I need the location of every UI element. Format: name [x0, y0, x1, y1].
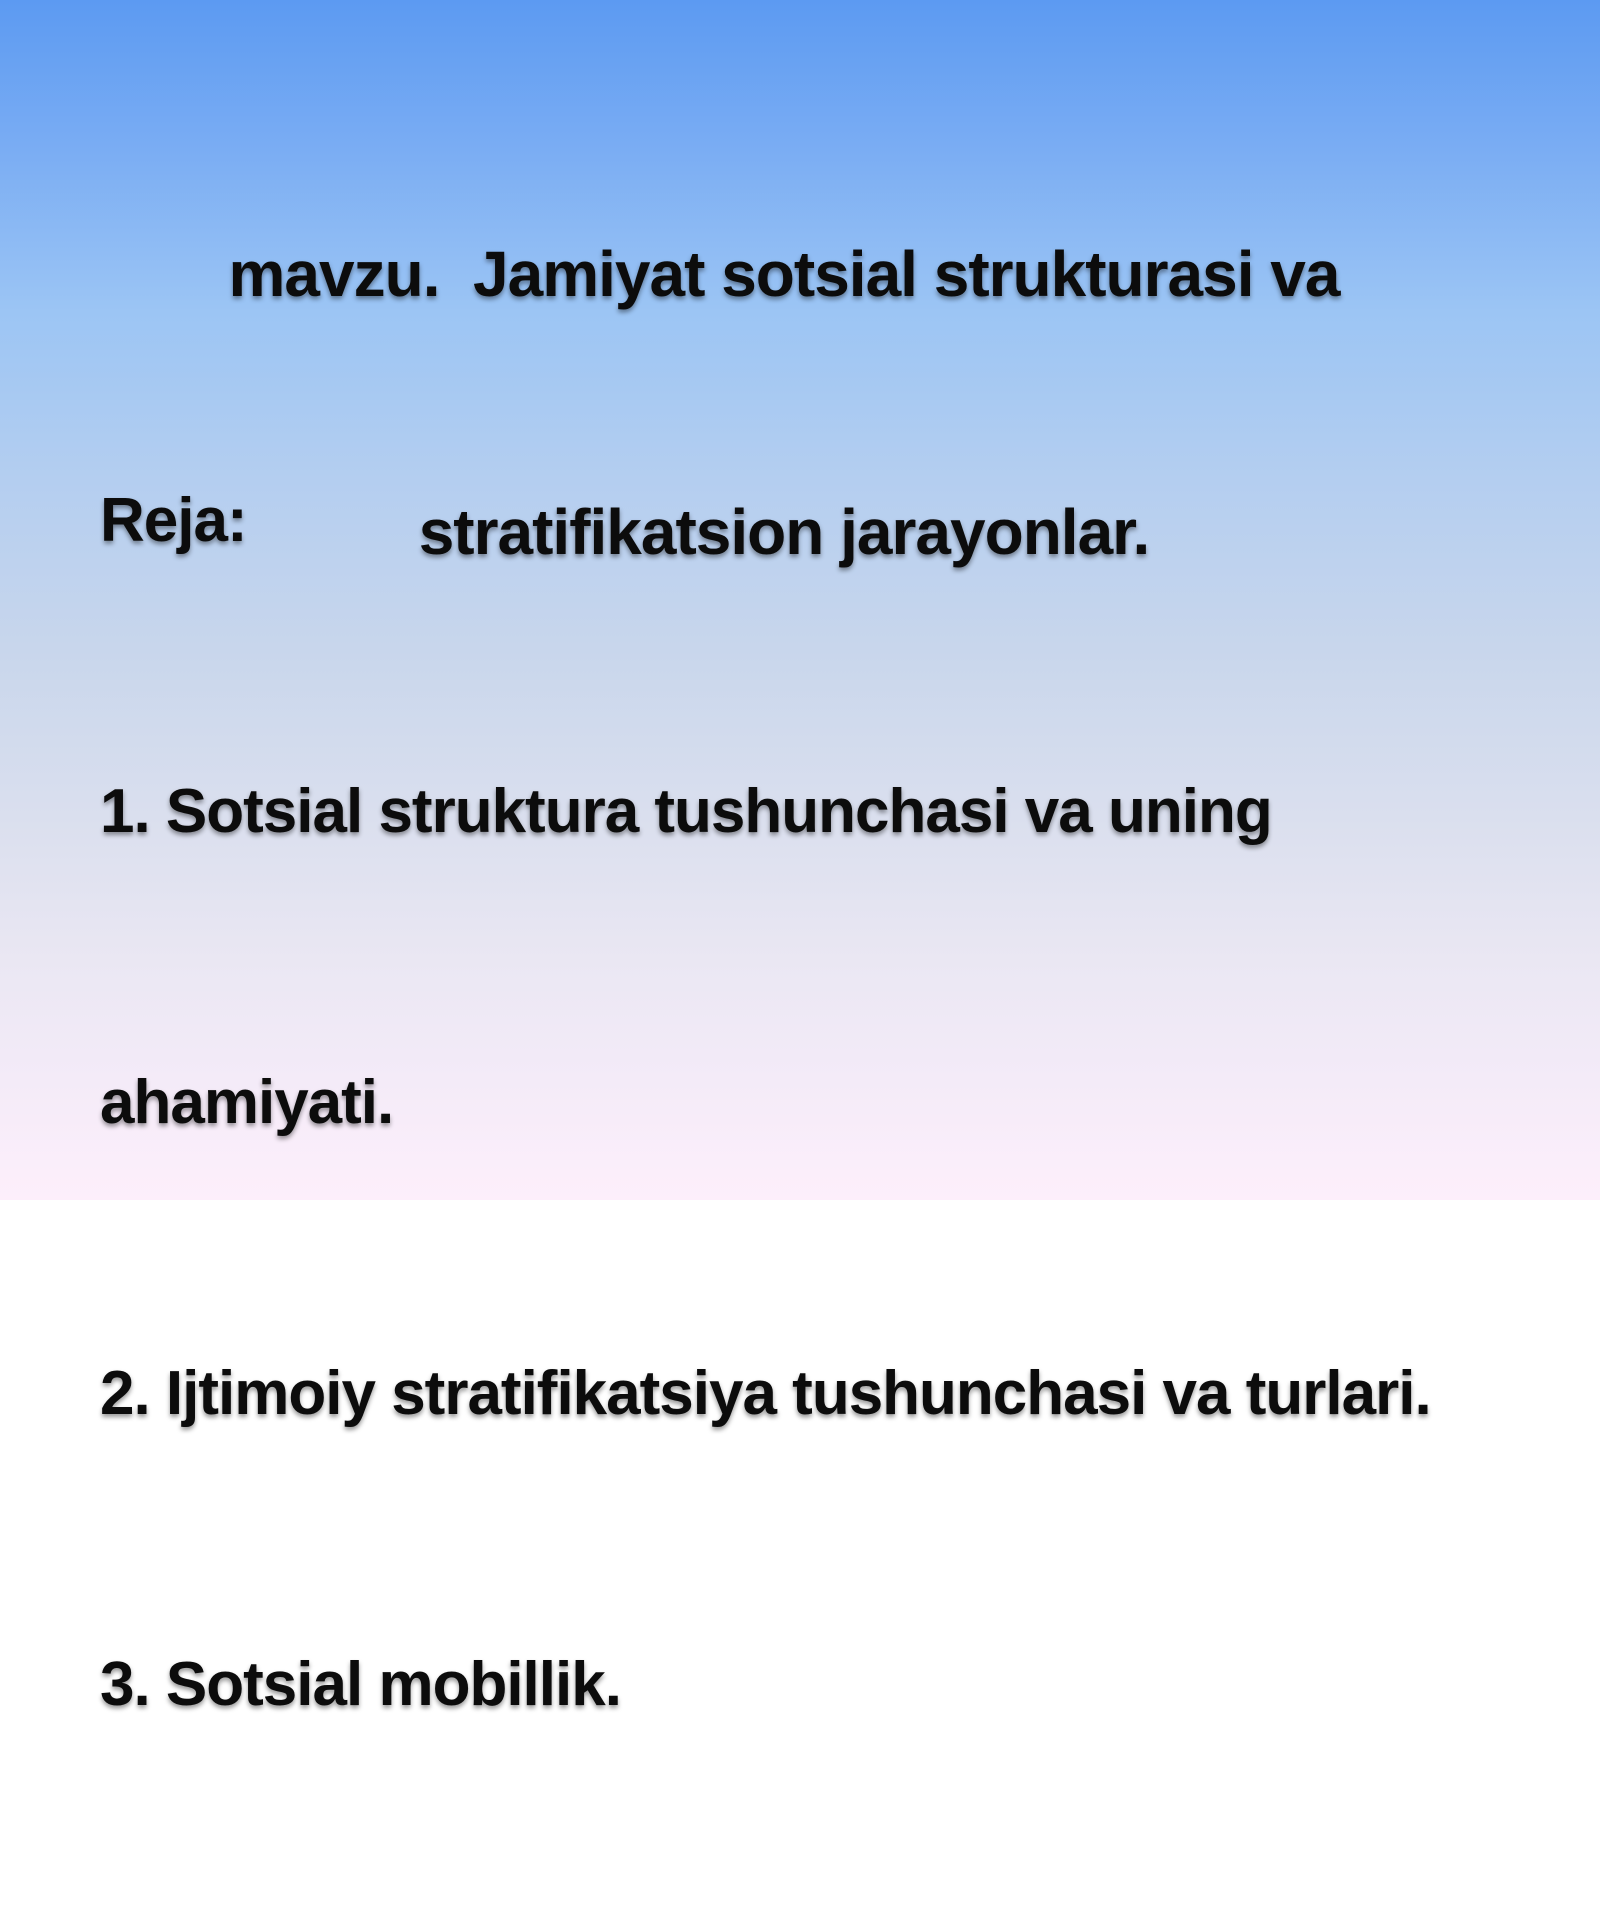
slide-plan [100, 278, 1560, 1927]
title-line-1: mavzu. Jamiyat sotsial strukturasi va [228, 238, 1340, 310]
plan-item-1-line-2: ahamiyati. [100, 1068, 394, 1137]
title-line-2: stratifikatsion jarayonlar. [418, 496, 1150, 568]
plan-item-3: 3. Sotsial mobillik. [100, 1650, 621, 1719]
plan-item-2: 2. Ijtimoiy stratifikatsiya tushunchasi va turlari. [100, 1359, 1431, 1428]
plan-heading: Reja: [100, 486, 247, 555]
plan-item-1-line-1: 1. Sotsial struktura tushunchasi va uning [100, 777, 1272, 846]
